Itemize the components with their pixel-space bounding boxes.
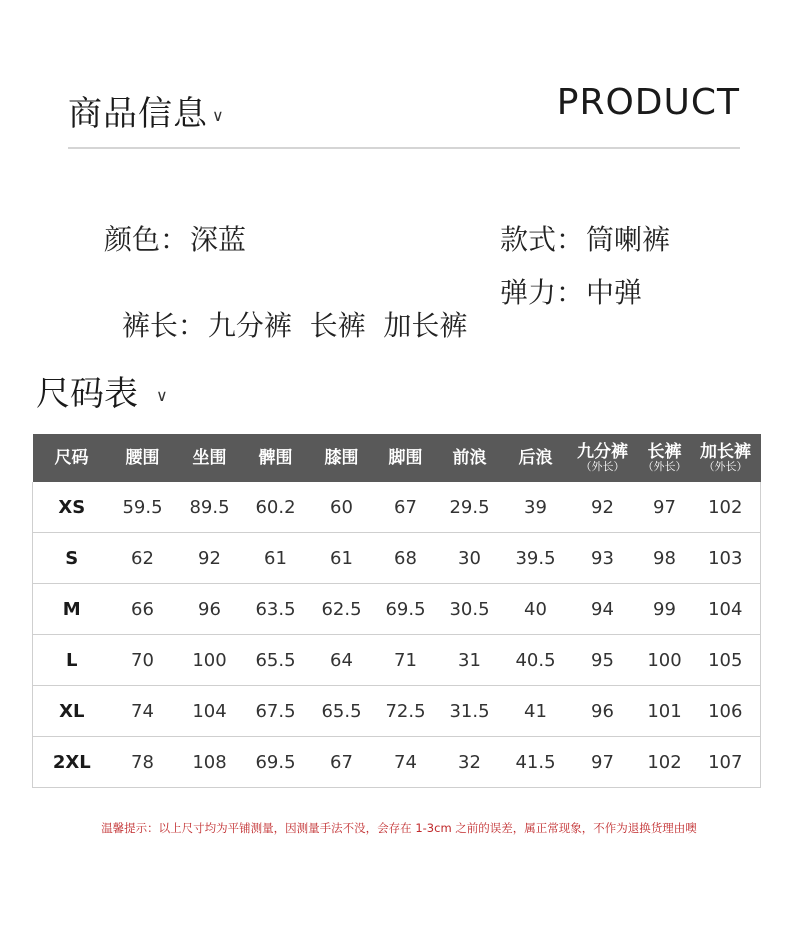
measurement-cell: 106 <box>691 686 761 737</box>
measurement-cell: 69.5 <box>377 584 435 635</box>
measurement-cell: 40.5 <box>505 635 567 686</box>
measurement-cell: 92 <box>567 482 639 533</box>
product-info-title-text: 商品信息 <box>68 94 208 134</box>
table-row <box>33 584 761 635</box>
attr-color <box>104 218 246 258</box>
measurement-cell: 102 <box>639 737 691 788</box>
measurement-cell: 41 <box>505 686 567 737</box>
size-chart-title[interactable] <box>36 366 168 415</box>
measurement-cell: 74 <box>111 686 175 737</box>
measurement-cell: 67 <box>377 482 435 533</box>
attr-style-value: 筒喇裤 <box>586 223 671 256</box>
knee-header-label: 膝围 <box>324 448 359 468</box>
product-info-header <box>68 82 740 132</box>
measurement-cell: 74 <box>377 737 435 788</box>
measurement-cell: 93 <box>567 533 639 584</box>
size-cell: M <box>33 584 111 635</box>
ankle-length-header-label: 九分裤 <box>577 441 628 462</box>
measurement-cell: 39 <box>505 482 567 533</box>
size-table-body <box>33 482 761 788</box>
attr-length-value: 九分裤 长裤 加长裤 <box>207 309 468 342</box>
measurement-cell: 41.5 <box>505 737 567 788</box>
table-row <box>33 533 761 584</box>
table-row <box>33 737 761 788</box>
measurement-cell: 107 <box>691 737 761 788</box>
table-row <box>33 635 761 686</box>
chevron-down-icon[interactable]: ∨ <box>212 106 225 125</box>
measurement-cell: 63.5 <box>245 584 307 635</box>
measurement-cell: 104 <box>175 686 245 737</box>
measurement-cell: 61 <box>307 533 377 584</box>
ankle-length-header-sub: （外长） <box>580 459 625 473</box>
attr-elastic-value: 中弹 <box>586 276 643 309</box>
measurement-cell: 62.5 <box>307 584 377 635</box>
back-rise-header-cell <box>505 434 567 482</box>
front-rise-header-cell <box>435 434 505 482</box>
long-header-label: 长裤 <box>647 441 682 462</box>
measurement-cell: 101 <box>639 686 691 737</box>
measurement-cell: 31.5 <box>435 686 505 737</box>
header-divider <box>68 147 740 149</box>
measurement-cell: 97 <box>639 482 691 533</box>
measurement-cell: 100 <box>175 635 245 686</box>
measurement-cell: 78 <box>111 737 175 788</box>
seat-header-label: 坐围 <box>192 448 227 468</box>
measurement-cell: 105 <box>691 635 761 686</box>
attr-color-label: 颜色： <box>104 223 189 256</box>
measurement-cell: 99 <box>639 584 691 635</box>
hem-header-label: 脚围 <box>388 448 423 468</box>
size-header-label: 尺码 <box>54 448 89 468</box>
product-info-title[interactable] <box>68 86 225 135</box>
attr-color-value: 深蓝 <box>190 223 247 256</box>
measurement-cell: 30 <box>435 533 505 584</box>
table-row <box>33 686 761 737</box>
measurement-cell: 30.5 <box>435 584 505 635</box>
thigh-header-label: 髀围 <box>258 448 293 468</box>
measurement-cell: 65.5 <box>307 686 377 737</box>
chevron-down-icon[interactable]: ∨ <box>156 386 168 405</box>
extra-long-header-sub: （外长） <box>703 459 748 473</box>
measurement-cell: 61 <box>245 533 307 584</box>
extra-long-header-cell <box>691 434 761 482</box>
measurement-cell: 40 <box>505 584 567 635</box>
hem-header-cell <box>377 434 435 482</box>
waist-header-cell <box>111 434 175 482</box>
measurement-cell: 89.5 <box>175 482 245 533</box>
measurement-cell: 29.5 <box>435 482 505 533</box>
measurement-cell: 67.5 <box>245 686 307 737</box>
measurement-cell: 66 <box>111 584 175 635</box>
measurement-cell: 98 <box>639 533 691 584</box>
long-header-sub: （外长） <box>642 459 687 473</box>
size-cell: 2XL <box>33 737 111 788</box>
measurement-cell: 96 <box>567 686 639 737</box>
attr-length <box>104 271 467 344</box>
measurement-cell: 104 <box>691 584 761 635</box>
measurement-cell: 108 <box>175 737 245 788</box>
measurement-cell: 62 <box>111 533 175 584</box>
measurement-cell: 31 <box>435 635 505 686</box>
measurement-cell: 102 <box>691 482 761 533</box>
seat-header-cell <box>175 434 245 482</box>
measurement-cell: 97 <box>567 737 639 788</box>
measurement-cell: 60.2 <box>245 482 307 533</box>
measurement-cell: 69.5 <box>245 737 307 788</box>
measurement-cell: 92 <box>175 533 245 584</box>
measurement-cell: 65.5 <box>245 635 307 686</box>
size-cell: L <box>33 635 111 686</box>
measurement-cell: 71 <box>377 635 435 686</box>
size-cell: XL <box>33 686 111 737</box>
measurement-cell: 39.5 <box>505 533 567 584</box>
attr-elastic <box>500 271 642 311</box>
measurement-cell: 70 <box>111 635 175 686</box>
size-cell: XS <box>33 482 111 533</box>
knee-header-cell <box>307 434 377 482</box>
table-row <box>33 482 761 533</box>
measurement-cell: 67 <box>307 737 377 788</box>
measurement-cell: 103 <box>691 533 761 584</box>
measurement-cell: 95 <box>567 635 639 686</box>
attr-elastic-label: 弹力： <box>500 276 585 309</box>
size-chart-title-text: 尺码表 <box>36 374 138 414</box>
measurement-cell: 96 <box>175 584 245 635</box>
waist-header-label: 腰围 <box>125 448 160 468</box>
size-cell: S <box>33 533 111 584</box>
front-rise-header-label: 前浪 <box>452 448 487 468</box>
measurement-cell: 32 <box>435 737 505 788</box>
size-header-cell <box>33 434 111 482</box>
size-table-header-row <box>33 434 761 482</box>
measurement-cell: 72.5 <box>377 686 435 737</box>
measurement-cell: 64 <box>307 635 377 686</box>
long-header-cell <box>639 434 691 482</box>
measurement-cell: 59.5 <box>111 482 175 533</box>
measurement-cell: 100 <box>639 635 691 686</box>
product-en-title: PRODUCT <box>556 82 740 123</box>
attr-length-label: 裤长： <box>121 309 206 342</box>
back-rise-header-label: 后浪 <box>518 448 553 468</box>
measurement-cell: 94 <box>567 584 639 635</box>
thigh-header-cell <box>245 434 307 482</box>
measurement-cell: 60 <box>307 482 377 533</box>
extra-long-header-label: 加长裤 <box>700 441 751 462</box>
attr-style-label: 款式： <box>500 223 585 256</box>
ankle-length-header-cell <box>567 434 639 482</box>
attr-style <box>500 218 670 258</box>
size-table <box>32 434 761 788</box>
measurement-cell: 68 <box>377 533 435 584</box>
warm-tip: 温馨提示：以上尺寸均为平铺测量，因测量手法不没，会存在 1-3cm 之前的误差，属正常现象，不作为退换货理由噢 <box>101 821 697 835</box>
